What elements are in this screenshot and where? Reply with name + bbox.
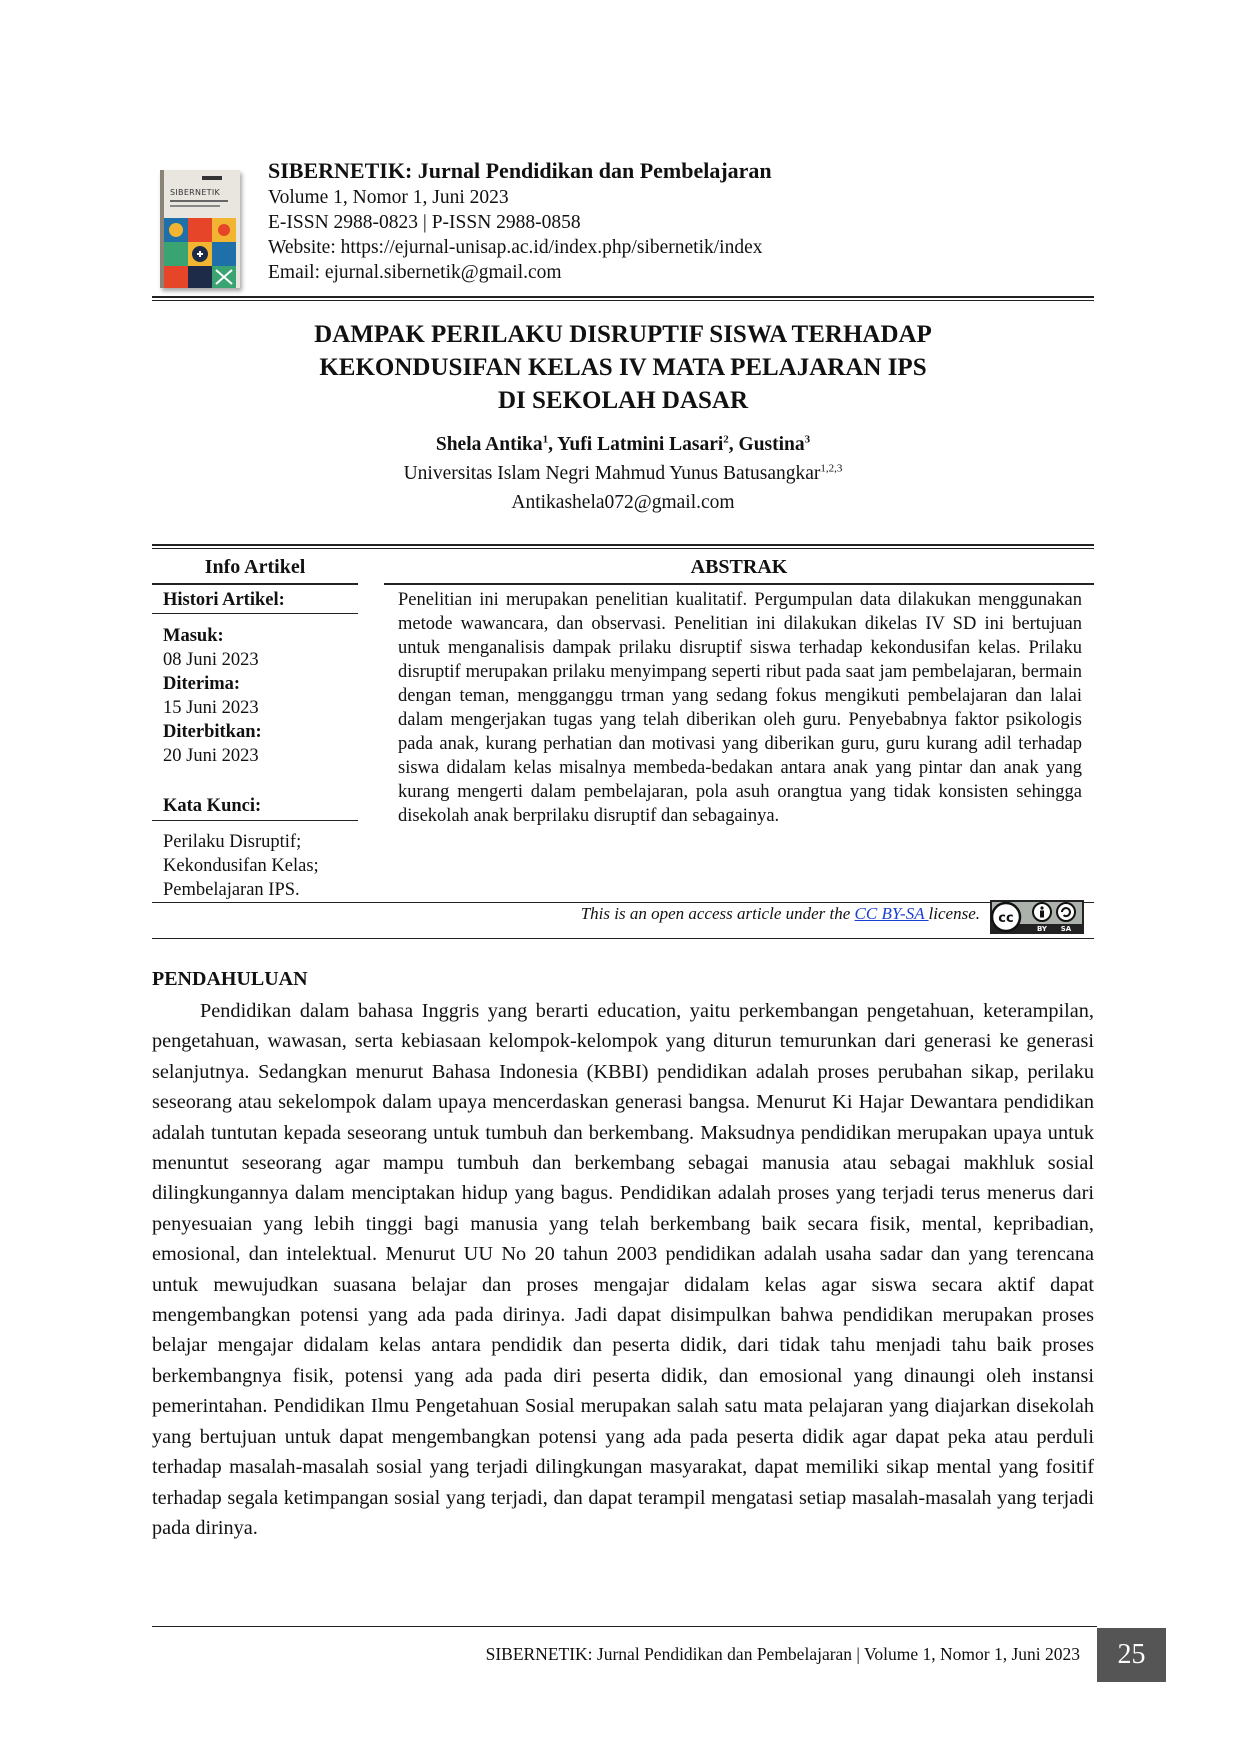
- journal-cover-image: [160, 170, 240, 288]
- keyword-item: Perilaku Disruptif;: [163, 832, 302, 852]
- accepted-date: 15 Juni 2023: [163, 698, 259, 718]
- paper-title-line: KEKONDUSIFAN KELAS IV MATA PELAJARAN IPS: [319, 354, 927, 381]
- abstract-header-rule: [384, 583, 1094, 585]
- published-date: 20 Juni 2023: [163, 746, 259, 766]
- author-sup: 3: [804, 433, 811, 446]
- author-name: Gustina: [738, 434, 805, 455]
- affiliation-sup: 1,2,3: [820, 462, 843, 475]
- received-label: Masuk:: [163, 626, 224, 646]
- cc-icon-text: cc: [998, 911, 1014, 926]
- info-header-rule: [152, 583, 358, 585]
- journal-volume: Volume 1, Nomor 1, Juni 2023: [268, 187, 509, 208]
- author-sup: 1: [542, 433, 549, 446]
- journal-email[interactable]: Email: ejurnal.sibernetik@gmail.com: [268, 262, 562, 283]
- accepted-label: Diterima:: [163, 674, 241, 694]
- by-icon-text: BY: [1036, 925, 1048, 933]
- affiliation: Universitas Islam Negri Mahmud Yunus Batusangkar$^{1,2,3}$: [403, 462, 843, 484]
- author-sup: 2: [723, 433, 729, 446]
- journal-title: SIBERNETIK: Jurnal Pendidikan dan Pembelajaran: [268, 158, 772, 183]
- author-name: Shela Antika: [435, 434, 543, 455]
- header-rule-thin: [152, 300, 1094, 301]
- author-email[interactable]: Antikashela072@gmail.com: [511, 492, 735, 513]
- abstract-text: Penelitian ini merupakan penelitian kualitatif. Pergumpulan data dilakukan menggunakan metode wawancara, dan observasi. Penelitian ini dilakukan dikelas IV SD ini bertujuan untuk menganalisis dampak prilaku disruptif siswa terhadap kekondusifan kelas. Prilaku disruptif merupakan prilaku menyimpang seperti ribut pada saat jam pembelajaran, bermain dengan teman, mengganggu trman yang sedang fokus mengikuti pembelajaran dan lalai dalam mengerjakan tugas yang telah diberikan oleh guru. Penyebabnya faktor psikologis pada anak, kurang perhatian dan motivasi yang diberikan guru, guru kurang adil terhadap siswa didalam kelas misalnya membeda-bedakan antara anak yang pintar dan anak yang kurang mengerti dalam pembelajaran, pola asuh orangtua yang tidak konsisten sehingga disekolah anak berprilaku disruptif dan sebagainya.: [398, 590, 1082, 826]
- history-label: Histori Artikel:: [163, 590, 285, 610]
- paper-title-line: DI SEKOLAH DASAR: [497, 387, 749, 414]
- keywords-label: Kata Kunci:: [163, 796, 262, 816]
- box-top-rule: [152, 544, 1094, 546]
- published-label: Diterbitkan:: [163, 722, 262, 742]
- cover-artwork: [164, 218, 236, 288]
- paper-title-line: DAMPAK PERILAKU DISRUPTIF SISWA TERHADAP: [314, 321, 932, 348]
- cc-by-sa-badge-icon[interactable]: [990, 900, 1084, 934]
- footer-journal-info: SIBERNETIK: Jurnal Pendidikan dan Pembelajaran | Volume 1, Nomor 1, Juni 2023: [485, 1644, 1080, 1664]
- history-rule: [152, 613, 358, 614]
- journal-website[interactable]: Website: https://ejurnal-unisap.ac.id/index.php/sibernetik/index: [268, 237, 763, 258]
- cc-by-sa-link[interactable]: CC BY-SA: [854, 904, 929, 923]
- page-number: 25: [1097, 1628, 1166, 1682]
- received-date: 08 Juni 2023: [163, 650, 259, 670]
- section-title: PENDAHULUAN: [152, 968, 308, 990]
- box-bottom-rule: [152, 938, 1094, 939]
- journal-issn: E-ISSN 2988-0823 | P-ISSN 2988-0858: [268, 212, 581, 233]
- keywords-rule: [152, 820, 358, 821]
- info-artikel-header: Info Artikel: [204, 556, 306, 578]
- keyword-item: Kekondusifan Kelas;: [163, 856, 319, 876]
- author-name: Yufi Latmini Lasari: [557, 434, 724, 455]
- author-list: Shela Antika$^1$, Yufi Latmini Lasari$^2$, Gustina$^3$: [435, 433, 811, 455]
- footer-rule: [152, 1626, 1097, 1627]
- cover-title: SIBERNETIK: [170, 188, 221, 197]
- license-notice: This is an open access article under the CC BY-SA license.: [580, 904, 980, 923]
- body-paragraph: Pendidikan dalam bahasa Inggris yang berarti education, yaitu perkembangan pengetahuan, keterampilan, pengetahuan, wawasan, serta kebiasaan kelompok-kelompok yang diturun temurunkan dari generasi ke generasi selanjutnya. Sedangkan menurut Bahasa Indonesia (KBBI) pendidikan adalah proses perubahan sikap, perilaku seseorang atau sekelompok dalam upaya mencerdaskan generasi bangsa. Menurut Ki Hajar Dewantara pendidikan adalah tuntutan kepada seseorang untuk tumbuh dan berkembang. Maksudnya pendidikan merupakan upaya untuk menuntut seseorang agar mampu tumbuh dan berkembang sebagai manusia atau sebagai makhluk sosial dilingkungannya dalam menciptakan hidup yang bagus. Pendidikan adalah proses yang terjadi terus menerus dari penyesuaian yang lebih tinggi bagi manusia yang telah berkembang baik secara fisik, mental, kepribadian, emosional, dan intelektual. Menurut UU No 20 tahun 2003 pendidikan adalah usaha sadar dan yang terencana untuk mewujudkan suasana belajar dan proses mengajar didalam kelas agar siswa secara aktif dapat mengembangkan potensi yang ada pada dirinya. Jadi dapat disimpulkan bahwa pendidikan merupakan proses belajar mengajar didalam kelas antara pendidik dan peserta didik, dari tidak tahu menjadi tahu baik proses berkembangnya fisik, potensi yang ada pada diri peserta didik, dan emosional yang dinaungi oleh instansi pemerintahan. Pendidikan Ilmu Pengetahuan Sosial merupakan salah satu mata pelajaran yang diajarkan disekolah yang bertujuan untuk dapat mengembangkan potensi yang ada pada peserta didik agar dapat peka atau perduli terhadap masalah-masalah sosial yang terjadi dilingkungan masyarakat, dapat memiliki sikap mental yang fositif terhadap segala ketimpangan sosial yang terjadi, dan dapat terampil mengatasi setiap masalah-masalah yang terjadi pada dirinya.: [152, 1000, 1094, 1539]
- paper-title: [152, 318, 1094, 417]
- box-mid-rule: [152, 902, 1094, 903]
- keyword-item: Pembelajaran IPS.: [163, 880, 300, 900]
- header-rule: [152, 296, 1094, 298]
- abstract-header: ABSTRAK: [690, 556, 788, 578]
- box-top-rule-thin: [152, 548, 1094, 549]
- sa-icon-text: SA: [1060, 925, 1072, 933]
